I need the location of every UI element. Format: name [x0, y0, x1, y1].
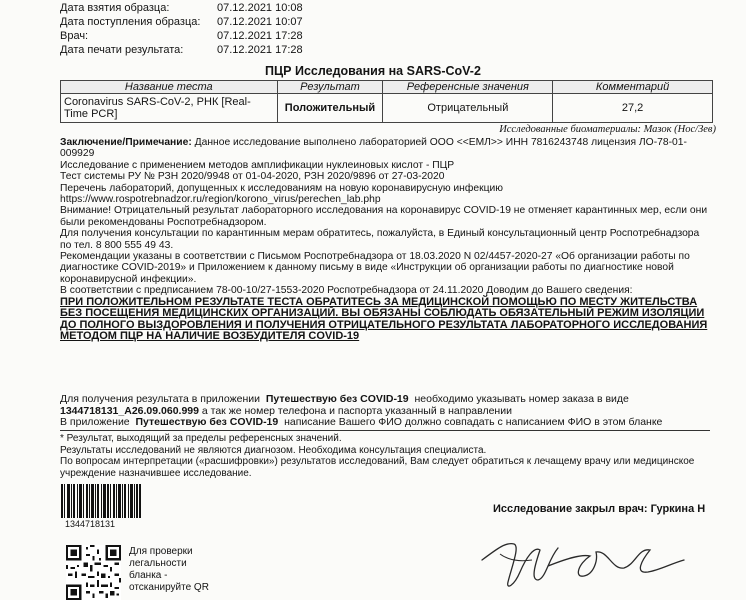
order-text: написание Вашего ФИО должно совпадать с написанием ФИО в этом бланке	[284, 416, 663, 429]
meta-label: Дата поступления образца:	[60, 16, 201, 28]
cell-comment: 27,2	[553, 94, 713, 123]
meta-row	[60, 15, 357, 29]
app-name: Путешествую без COVID-19	[265, 393, 409, 405]
barcode-number: 1344718131	[65, 519, 116, 529]
conclusion-block	[60, 137, 710, 343]
report-title: ПЦР Исследования на SARS-CoV-2	[265, 64, 481, 78]
order-line-3	[60, 417, 710, 431]
order-block	[60, 394, 710, 480]
order-text: необходимо указывать номер заказа в виде	[414, 393, 629, 405]
conclusion-line: В соответствии с предписанием 78-00-10/27-1553-2020 Роспотребнадзора от 24.11.2020 Доводим до Вашего сведения:	[60, 285, 633, 297]
conclusion-intro-text: Данное исследование выполнено лабораторией ООО <<ЕМЛ>> ИНН 7816243748 лицензия ЛО-78-01-009929	[60, 137, 687, 160]
header-reference: Референсные значения	[383, 81, 553, 94]
order-code: 1344718131_A26.09.060.999	[60, 404, 199, 417]
meta-label: Дата печати результата:	[60, 44, 184, 56]
meta-value: 07.12.2021 17:28	[217, 44, 303, 56]
app-name: Путешествую без COVID-19	[135, 416, 279, 429]
closed-by-doctor: Исследование закрыл врач: Гуркина Н	[493, 503, 706, 515]
footnote: * Результат, выходящий за пределы референсных значений.	[60, 432, 342, 444]
doctor-signature-icon	[478, 520, 688, 600]
header-test-name: Название теста	[61, 81, 278, 94]
cell-reference: Отрицательный	[383, 94, 553, 123]
header-result: Результат	[277, 81, 383, 94]
meta-label: Врач:	[60, 30, 89, 42]
cell-test-name: Coronavirus SARS-CoV-2, РНК [Real-Time PCR]	[61, 94, 278, 123]
conclusion-line: Внимание! Отрицательный результат лабораторного исследования на коронавирус COVID-19 не отменяет карантинных мер, если они были рекомендованы Роспотребнадзором.	[60, 205, 708, 228]
table-header-row	[61, 81, 713, 94]
meta-value: 07.12.2021 10:07	[217, 16, 303, 28]
order-text: В приложение	[60, 416, 130, 429]
conclusion-label: Заключение/Примечание:	[60, 137, 192, 148]
lab-list-link[interactable]: https://www.rospotrebnadzor.ru/region/korono_virus/perechen_lab.php	[60, 194, 381, 206]
meta-row	[60, 29, 357, 43]
barcode-icon	[60, 484, 142, 518]
meta-value: 07.12.2021 10:08	[217, 2, 303, 14]
isolation-warning: ПРИ ПОЛОЖИТЕЛЬНОМ РЕЗУЛЬТАТЕ ТЕСТА ОБРАТИТЕСЬ ЗА МЕДИЦИНСКОЙ ПОМОЩЬЮ ПО МЕСТУ ЖИТЕЛЬСТВА БЕЗ ПОСЕЩЕНИЯ МЕДИЦИНСКИХ ОРГАНИЗАЦИЙ. ВЫ ОБЯЗАНЫ СОБЛЮДАТЬ ОБЯЗАТЕЛЬНЫЙ РЕЖИМ ИЗОЛЯЦИИ ДО ПОЛНОГО ВЫЗДОРОВЛЕНИЯ И ПОЛУЧЕНИЯ ОТРИЦАТЕЛЬНОГО РЕЗУЛЬТАТА ЛАБОРАТОРНОГО ИССЛЕДОВАНИЯ МЕТОДОМ ПЦР НА НАЛИЧИЕ ВОЗБУДИТЕЛЯ COVID-19	[60, 295, 708, 343]
conclusion-intro	[60, 137, 710, 160]
footnote: По вопросам интерпретации («расшифровки») результатов исследований, Вам следует обратиться к лечащему врачу или медицинское учреждение назначившее исследование.	[60, 456, 695, 480]
header-comment: Комментарий	[553, 81, 713, 94]
meta-row	[60, 1, 357, 15]
sample-meta	[60, 1, 357, 57]
conclusion-line: Рекомендации указаны в соответствии с Письмом Роспотребнадзора от 18.03.2020 N 02/4457-2020-27 «Об организации работы по диагностике COVID-2019» и Приложением к данному письму в виде «Инструкции об организации работы по диагностике новой коронавирусной инфекции».	[60, 251, 690, 285]
cell-result: Положительный	[277, 94, 383, 123]
order-text: а так же номер телефона и паспорта указанный в направлении	[201, 404, 512, 417]
footnotes	[60, 433, 710, 480]
footnote: Результаты исследований не являются диагнозом. Необходима консультация специалиста.	[60, 444, 487, 456]
meta-label: Дата взятия образца:	[60, 2, 170, 14]
biomaterial-note: Исследованные биоматериалы: Мазок (Нос/Зев)	[499, 124, 716, 135]
results-table	[60, 80, 713, 123]
order-text: Для получения результата в приложении	[60, 393, 261, 405]
conclusion-line: Исследование с применением методов амплификации нуклеиновых кислот - ПЦР	[60, 159, 455, 171]
meta-row	[60, 43, 357, 57]
qr-caption: Для проверки легальности бланка - отсканируйте QR	[129, 546, 209, 593]
table-row	[61, 94, 713, 123]
conclusion-line: Перечень лабораторий, допущенных к исследованиям на новую коронавирусную инфекцию	[60, 182, 503, 194]
meta-value: 07.12.2021 17:28	[217, 30, 303, 42]
conclusion-line: Тест системы РУ № РЗН 2020/9948 от 01-04-2020, РЗН 2020/9896 от 27-03-2020	[60, 171, 445, 183]
conclusion-line: Для получения консультации по карантинным мерам обратитесь, пожалуйста, в Единый консультационный центр Роспотребнадзора по тел. 8 800 555 49 43.	[60, 228, 700, 251]
qr-code-icon[interactable]	[66, 545, 121, 600]
